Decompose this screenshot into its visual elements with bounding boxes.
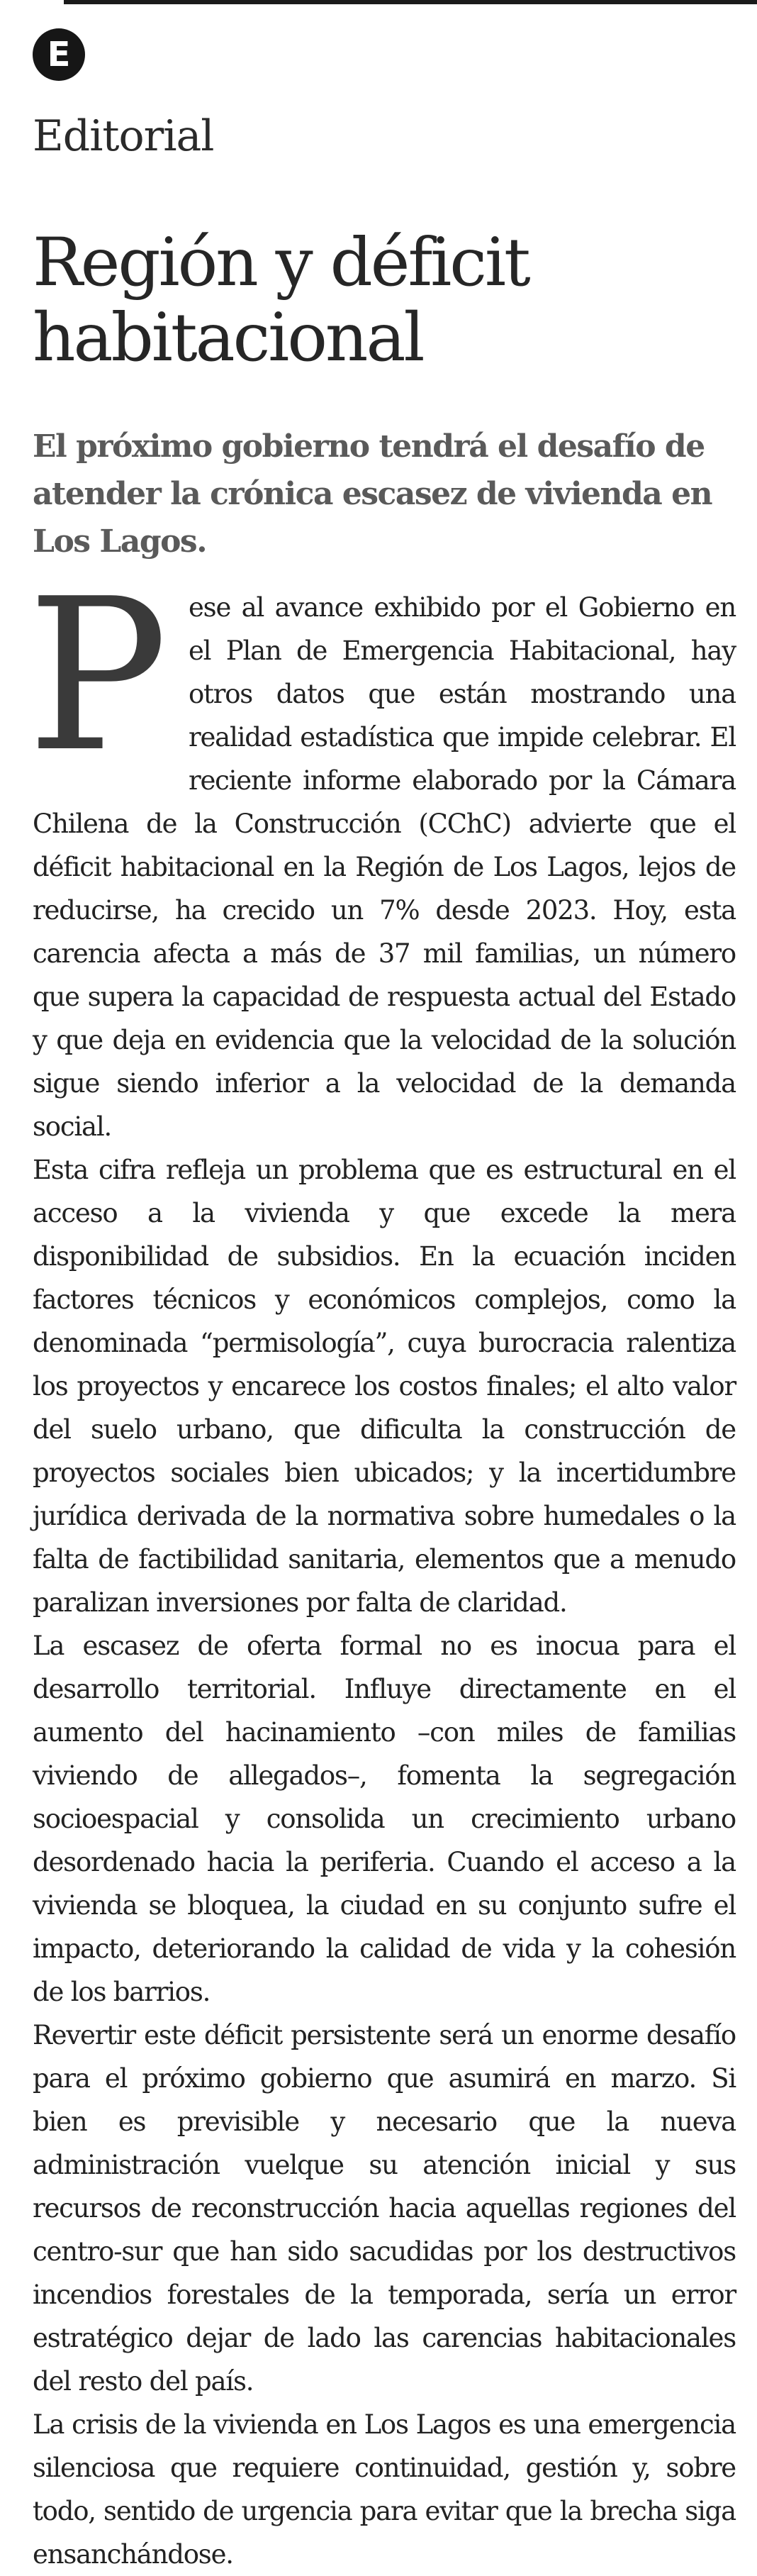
section-label: Editorial (33, 111, 214, 161)
section-badge-icon: E (33, 28, 85, 81)
paragraph-1-text: ese al avance exhibido por el Gobierno en el Plan de Emergencia Habitacional, hay otros datos que están mostrando una realidad estadística que impide celebrar. El reciente informe elaborado por la Cámara Chilena de la Construcción (CChC) advierte que el déficit habitacional en la Región de Los Lagos, lejos de reducirse, ha crecido un 7% desde 2023. Hoy, esta carencia afecta a más de 37 mil familias, un número que supera la capacidad de respuesta actual del Estado y que deja en evidencia que la velocidad de la solución sigue siendo inferior a la velocidad de la demanda social. (33, 592, 736, 1142)
paragraph-5: La crisis de la vivienda en Los Lagos es una emergencia silenciosa que requiere continuidad, gestión y, sobre todo, sentido de urgencia para evitar que la brecha siga ensanchándose. (33, 2409, 736, 2570)
headline: Región y déficit habitacional (33, 224, 529, 377)
subhead: El próximo gobierno tendrá el desafío de atender la crónica escasez de vivienda en Los Lagos. (33, 428, 712, 560)
paragraph-4: Revertir este déficit persistente será un enorme desafío para el próximo gobierno que asumirá en marzo. Si bien es previsible y necesario que la nueva administración vuelque su atención inicial y sus recursos de reconstrucción hacia aquellas regiones del centro-sur que han sido sacudidas por los destructivos incendios forestales de la temporada, sería un error estratégico dejar de lado las carencias habitacionales del resto del país. (33, 2020, 736, 2397)
paragraph-1 (27, 553, 736, 1148)
article-body (27, 553, 736, 2576)
top-rule (64, 0, 757, 4)
drop-cap: P (27, 553, 167, 798)
paragraph-2: Esta cifra refleja un problema que es estructural en el acceso a la vivienda y que excede la mera disponibilidad de subsidios. En la ecuación inciden factores técnicos y económicos complejos, como la denominada “permisología”, cuya burocracia ralentiza los proyectos y encarece los costos finales; el alto valor del suelo urbano, que dificulta la construcción de proyectos sociales bien ubicados; y la incertidumbre jurídica derivada de la normativa sobre humedales o la falta de factibilidad sanitaria, elementos que a menudo paralizan inversiones por falta de claridad. (33, 1155, 736, 1618)
paragraph-3: La escasez de oferta formal no es inocua para el desarrollo territorial. Influye directamente en el aumento del hacinamiento –con miles de familias viviendo de allegados–, fomenta la segregación socioespacial y consolida un crecimiento urbano desordenado hacia la periferia. Cuando el acceso a la vivienda se bloquea, la ciudad en su conjunto sufre el impacto, deteriorando la calidad de vida y la cohesión de los barrios. (33, 1631, 736, 2007)
